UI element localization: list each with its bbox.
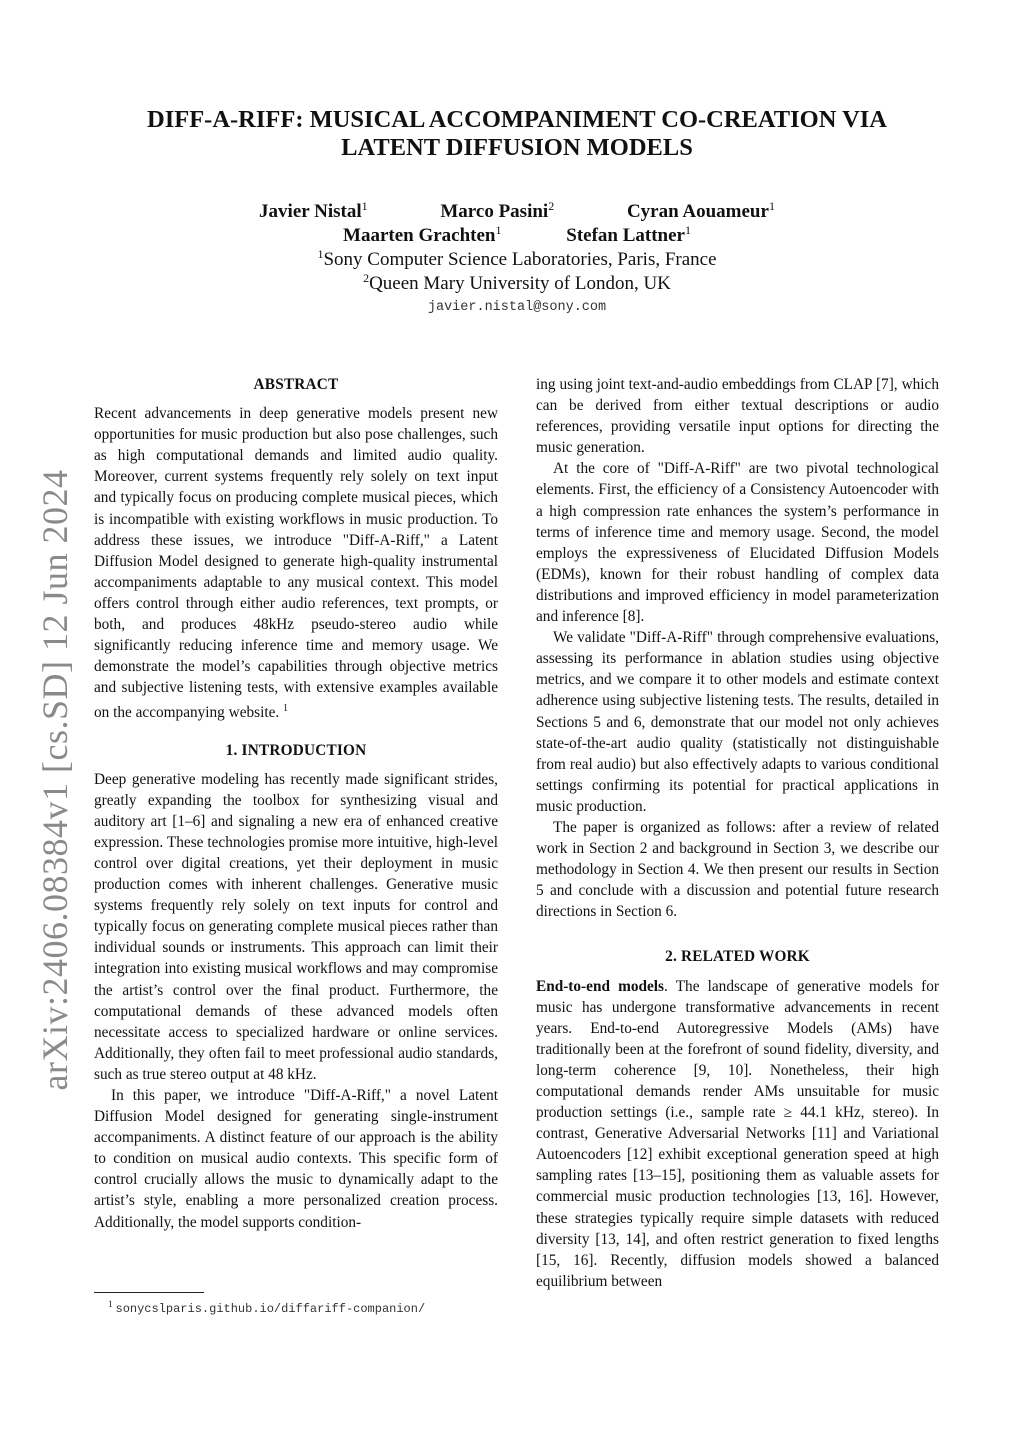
title-line-1: DIFF-A-RIFF: MUSICAL ACCOMPANIMENT CO-CREATION VIA — [147, 106, 887, 133]
author: Marco Pasini$^2$ — [440, 199, 555, 222]
abstract-heading: ABSTRACT — [253, 376, 339, 393]
runin-heading: End-to-end models — [536, 977, 664, 995]
abstract-text: Recent advancements in deep generative models present new opportunities for music production but also pose challenges, such as high computational demands and limited audio quality. Moreover, current systems frequently rely solely on text input and typically focus on producing complete musical pieces, which is incompatible with existing workflows in music production. To address these issues, we introduce "Diff-A-Riff," a Latent Diffusion Model designed to generate high-quality instrumental accompaniments adaptable to any musical context. This model offers control through either audio references, text prompts, or both, and produces 48kHz pseudo-stereo audio while significantly reducing inference time and memory usage. We demonstrate the model’s capabilities through objective metrics and subjective listening tests, with extensive examples available on the accompanying website. $^1$ — [94, 405, 498, 722]
author: Cyran Aouameur$^1$ — [626, 199, 775, 222]
intro-paragraph-3: At the core of "Diff-A-Riff" are two pivotal technological elements. First, the efficiency of a Consistency Autoencoder with a high compression rate enhances the system’s performance in terms of inference time and memory usage. Second, the model employs the expressiveness of Elucidated Diffusion Models (EDMs), known for their robust handling of complex data distributions and improved efficiency in model parameterization and inference [8]. — [536, 460, 939, 626]
intro-paragraph-1: Deep generative modeling has recently made significant strides, greatly expanding the toolbox for synthesizing visual and auditory art [1–6] and signaling a new era of enhanced creative expression. These technologies promise more intuitive, high-level control over digital creations, yet their deployment in music production comes with inherent challenges. Generative music systems frequently rely solely on text inputs for control and typically focus on generating complete musical pieces rather than individual sounds or instruments. This approach can limit their integration into existing musical workflows and may compromise the artist’s control over the final product. Furthermore, the computational demands of these advanced models often necessitate access to specialized hardware or online services. Additionally, they often fail to meet professional audio standards, such as true stereo output at 48 kHz. — [94, 770, 498, 1083]
related-work-heading: 2. RELATED WORK — [665, 948, 810, 966]
contact-email[interactable]: javier.nistal@sony.com — [427, 300, 607, 315]
footnote — [94, 1292, 498, 1316]
author-row-2 — [100, 223, 934, 247]
introduction-heading: 1. INTRODUCTION — [225, 741, 367, 759]
author: Stefan Lattner$^1$ — [566, 223, 691, 246]
paper-title — [100, 106, 934, 162]
intro-paragraph-5: The paper is organized as follows: after a review of related work in Section 2 and background in Section 3, we describe our methodology in Section 4. We then present our results in Section 5 and conclude with a discussion and potential future research directions in Section 6. — [536, 818, 939, 921]
arxiv-id: arXiv:2406.08384v1 [cs.SD] 12 Jun 2024 — [35, 469, 75, 1091]
arxiv-sidebar-stamp — [10, 470, 100, 1090]
footnote-rule — [94, 1292, 204, 1293]
left-column — [94, 374, 498, 1233]
footnote-marker[interactable]: 1 — [283, 703, 289, 715]
author: Javier Nistal$^1$ — [259, 199, 368, 222]
affiliation-1: $^1$Sony Computer Science Laboratories, Paris, France — [317, 247, 717, 270]
author: Maarten Grachten$^1$ — [343, 223, 502, 246]
intro-paragraph-2-continued: ing using joint text-and-audio embeddings from CLAP [7], which can be derived from either textual descriptions or audio references, providing versatile input options for directing the music generation. — [536, 376, 939, 457]
right-column — [536, 374, 939, 1292]
affiliation-2: $^2$Queen Mary University of London, UK — [363, 271, 671, 294]
intro-paragraph-2: In this paper, we introduce "Diff-A-Riff," a novel Latent Diffusion Model designed for generating single-instrument accompaniments. A distinct feature of our approach is the ability to condition on musical audio contexts. This specific form of control crucially allows the music to dynamically adapt to the artist’s style, enabling a more personalized creation process. Additionally, the model supports condition- — [94, 1087, 498, 1231]
related-work-paragraph: End-to-end models. The landscape of generative models for music has undergone transformative advancements in recent years. End-to-end Autoregressive Models (AMs) have traditionally been at the forefront of sound fidelity, diversity, and long-term coherence [9, 10]. Nonetheless, their high computational demands render AMs unsuitable for music production settings (i.e., sample rate ≥ 44.1 kHz, stereo). In contrast, Generative Adversarial Networks [11] and Variational Autoencoders [12] exhibit exceptional generation speed at high sampling rates [13–15], positioning them as valuable assets for commercial music production technologies [13, 16]. However, these strategies typically require simple datasets with reduced diversity [13, 14], and often restrict generation to fixed lengths [15, 16]. Recently, diffusion models showed a balanced equilibrium between — [536, 977, 940, 1290]
intro-paragraph-4: We validate "Diff-A-Riff" through comprehensive evaluations, assessing its performance in ablation studies using objective metrics, and we compare it to other models and estimate context adherence using subjective listening tests. The results, detailed in Sections 5 and 6, demonstrate that our model not only achieves state-of-the-art audio quality (statistically not distinguishable from real audio) but also effectively adapts to various conditional settings confirming its potential for practical applications in music production. — [536, 629, 939, 815]
footnote-number: 1 — [108, 1299, 113, 1309]
author-row-1 — [100, 199, 934, 223]
footnote-link[interactable]: sonycslparis.github.io/diffariff-companion/ — [115, 1302, 426, 1316]
title-line-2: LATENT DIFFUSION MODELS — [341, 134, 693, 161]
